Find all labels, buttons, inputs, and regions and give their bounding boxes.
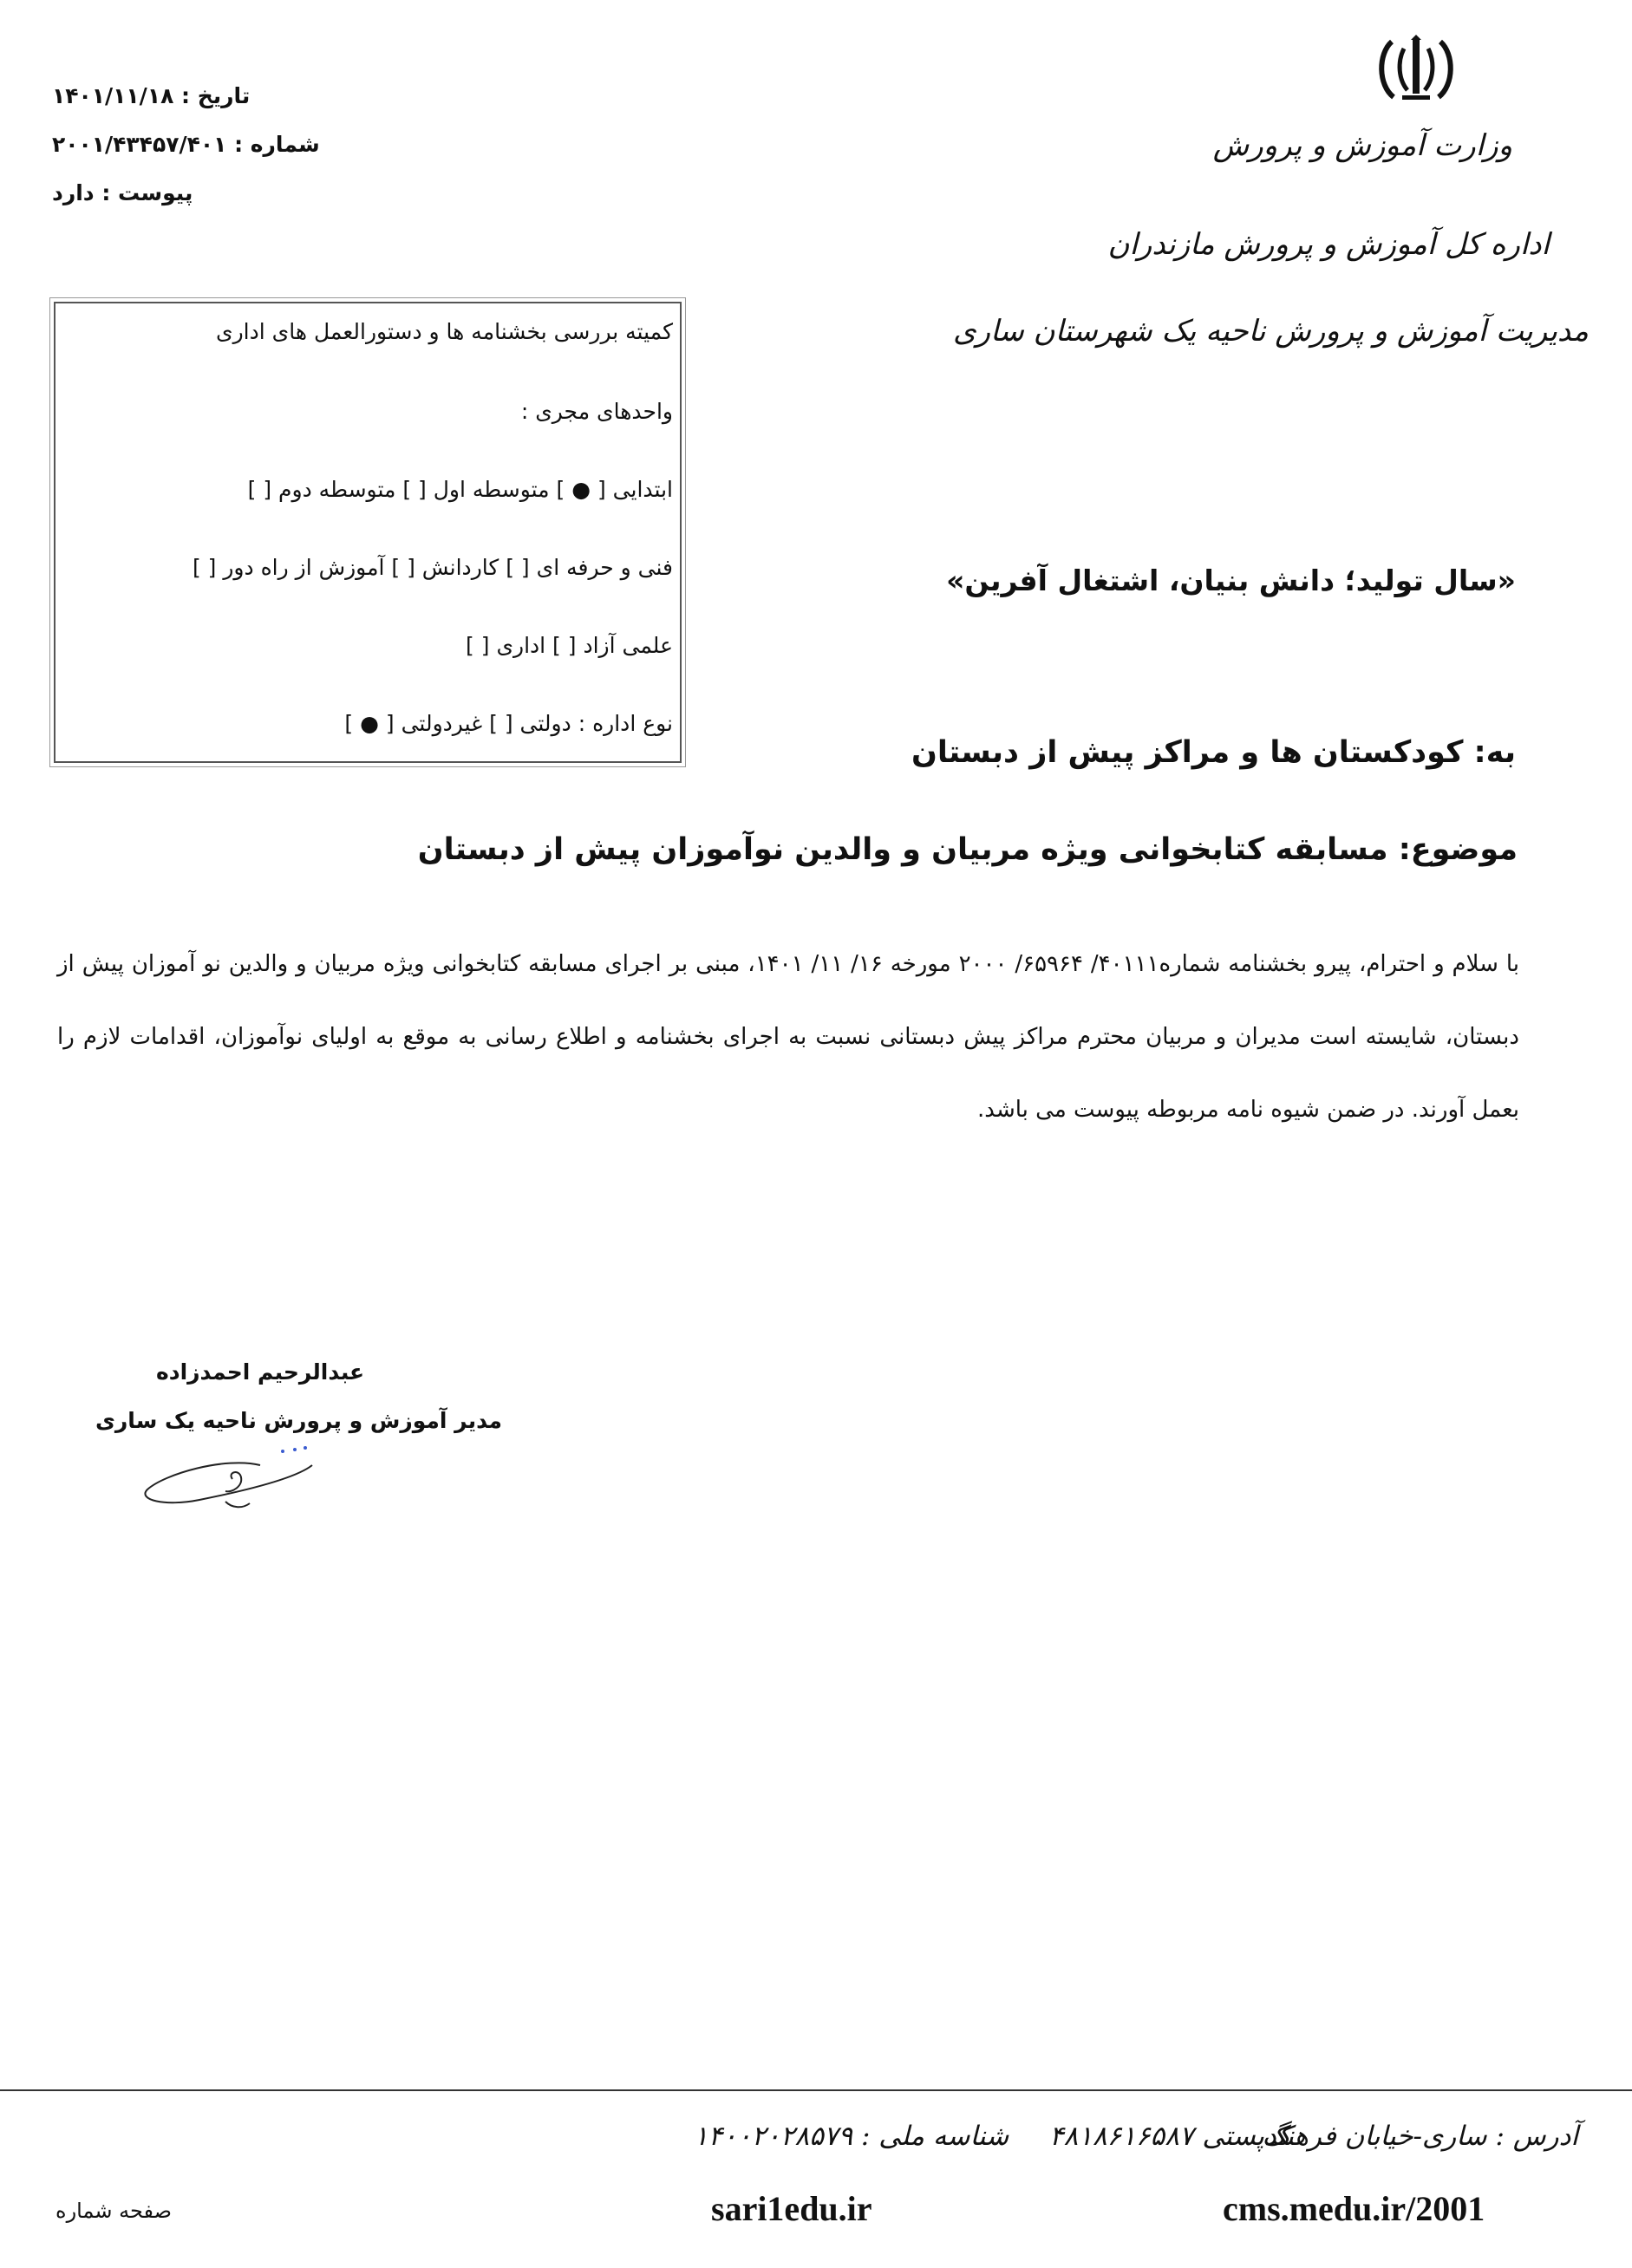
footer-address: آدرس : ساری-خیابان فرهنگ <box>1262 2121 1578 2152</box>
footer-postal-code: کدپستی ۴۸۱۸۶۱۶۵۸۷ <box>1049 2121 1291 2152</box>
units-row-3: علمی آزاد [ ] اداری [ ] <box>466 633 673 658</box>
letter-date: تاریخ : ۱۴۰۱/۱۱/۱۸ <box>52 83 251 108</box>
attachment-status: پیوست : دارد <box>52 180 193 205</box>
district-office-name: مدیریت آموزش و پرورش ناحیه یک شهرستان ساری <box>952 314 1589 349</box>
recipient-line: به: کودکستان ها و مراکز پیش از دبستان <box>911 735 1516 770</box>
letter-number: شماره : ۲۰۰۱/۴۳۴۵۷/۴۰۱ <box>52 132 320 157</box>
committee-title: کمیته بررسی بخشنامه ها و دستورالعمل های اداری <box>216 319 673 344</box>
committee-box <box>54 302 682 763</box>
office-type-row: نوع اداره : دولتی [ ] غیردولتی [ ● ] <box>344 711 673 736</box>
ministry-name: وزارت آموزش و پرورش <box>1212 128 1512 163</box>
footer-website-main[interactable]: cms.medu.ir/2001 <box>1223 2189 1485 2228</box>
signatory-name: عبدالرحیم احمدزاده <box>156 1359 365 1385</box>
iran-emblem-icon <box>1373 35 1459 104</box>
general-office-name: اداره کل آموزش و پرورش مازندران <box>1107 227 1550 262</box>
units-row-2: فنی و حرفه ای [ ] کاردانش [ ] آموزش از راه دور [ ] <box>192 555 673 580</box>
footer-national-id: شناسه ملی : ۱۴۰۰۲۰۲۸۵۷۹ <box>694 2121 1009 2152</box>
handwritten-signature <box>130 1422 338 1517</box>
page-number-label: صفحه شماره <box>55 2199 172 2223</box>
letter-body: با سلام و احترام، پیرو بخشنامه شماره۴۰۱۱۱/ ۶۵۹۶۴/ ۲۰۰۰ مورخه ۱۶/ ۱۱/ ۱۴۰۱، مبنی بر اجرای مسابقه کتابخوانی ویژه مربیان و والدین نو آموزان پیش از دبستان، شایسته است مدیران و مربیان محترم مراکز پیش دبستانی نسبت به اجرای بخشنامه و اطلاع رسانی به موقع به اولیای نوآموزان، اقدامات لازم را بعمل آورند. در ضمن شیوه نامه مربوطه پیوست می باشد. <box>57 951 1520 1123</box>
signatory-title: مدیر آموزش و پرورش ناحیه یک ساری <box>95 1408 503 1433</box>
subject-line: موضوع: مسابقه کتابخوانی ویژه مربیان و والدین نوآموزان پیش از دبستان <box>417 832 1518 867</box>
executing-units-label: واحدهای مجری : <box>520 399 673 424</box>
footer-divider <box>0 2089 1632 2091</box>
year-slogan: «سال تولید؛ دانش بنیان، اشتغال آفرین» <box>946 564 1516 597</box>
units-row-1: ابتدایی [ ● ] متوسطه اول [ ] متوسطه دوم [ ] <box>247 477 673 502</box>
footer-website-alt[interactable]: sari1edu.ir <box>711 2189 872 2228</box>
